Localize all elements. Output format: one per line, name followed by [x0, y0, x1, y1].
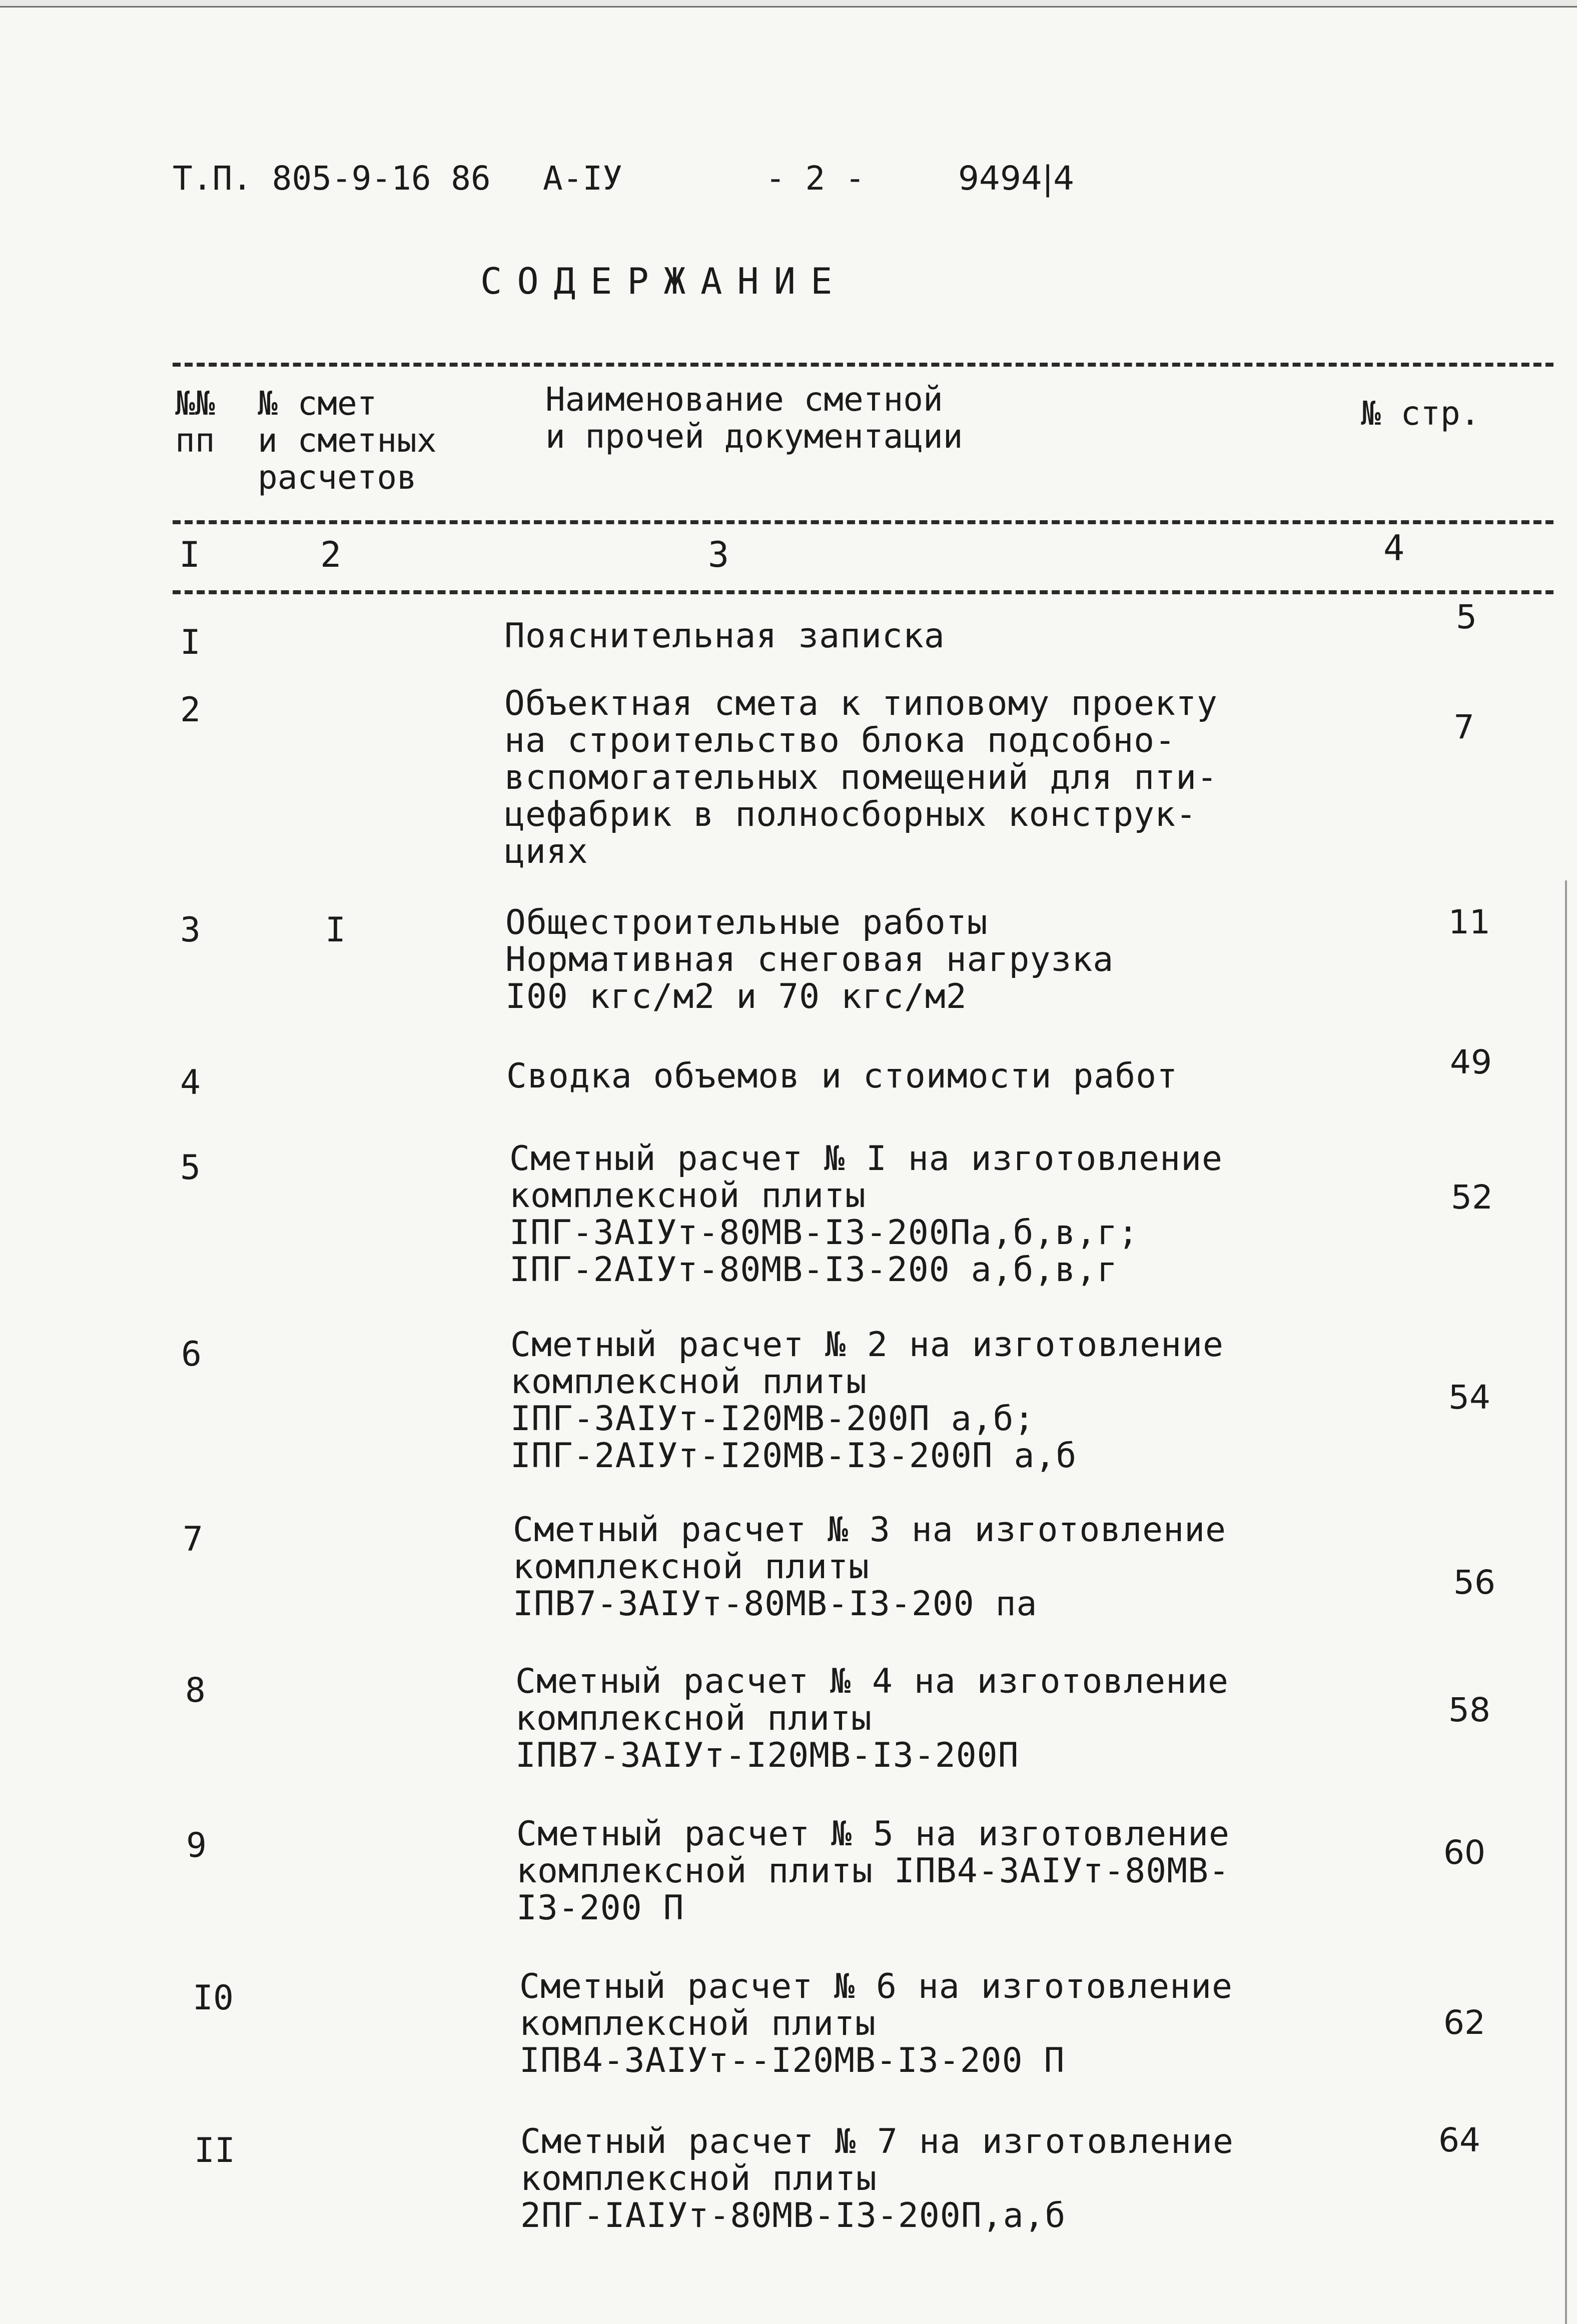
row-page: 52 — [1451, 1178, 1493, 1217]
column-number-1: I — [179, 534, 201, 575]
document-title: СОДЕРЖАНИЕ — [480, 260, 848, 302]
column-number-2: 2 — [320, 534, 342, 575]
column-number-4: 4 — [1383, 528, 1405, 569]
row-description: Сметный расчет № 7 на изготовление комплексной плиты 2ПГ-IАIУт-80МВ-I3-200П,а,б — [520, 2122, 1234, 2235]
column-header-name: Наименование сметной и прочей документации — [545, 380, 963, 456]
page-top-edge — [0, 0, 1577, 8]
row-number: 6 — [181, 1335, 202, 1374]
header-bottom-rule — [173, 590, 1553, 594]
row-number: 5 — [180, 1148, 201, 1188]
album-code: А-IУ — [543, 159, 622, 198]
row-number: 8 — [185, 1671, 206, 1710]
inventory-number: 9494|4 — [958, 159, 1075, 198]
row-description: Общестроительные работы Нормативная снеговая нагрузка I00 кгс/м2 и 70 кгс/м2 — [505, 903, 1114, 1016]
row-number: I0 — [193, 1978, 234, 2018]
column-header-estimate: № смет и сметных расчетов — [258, 384, 437, 497]
row-description: Пояснительная записка — [504, 616, 945, 656]
row-page: 5 — [1456, 598, 1477, 636]
row-description: Сметный расчет № I на изготовление комплексной плиты IПГ-3АIУт-80МВ-I3-200Па,б,в,г; IПГ-2АIУт-80МВ-I3-200 а,б,в,г — [509, 1139, 1223, 1290]
row-description: Сметный расчет № 3 на изготовление комплексной плиты IПВ7-3АIУт-80МВ-I3-200 па — [513, 1510, 1226, 1624]
row-description: Объектная смета к типовому проекту на строительство блока подсобно- вспомогательных помещений для пти- цефабрик в полносборных конструк- циях — [504, 684, 1218, 871]
column-header-number: №№ пп — [175, 384, 215, 460]
row-estimate-number: I — [325, 910, 346, 950]
row-description: Сметный расчет № 2 на изготовление комплексной плиты IПГ-3АIУт-I20МВ-200П а,б; IПГ-2АIУт-I20МВ-I3-200П а,б — [510, 1325, 1224, 1476]
page-right-edge — [1565, 880, 1567, 2324]
row-page: 62 — [1443, 2003, 1485, 2042]
row-number: 3 — [180, 910, 201, 950]
row-number: 7 — [183, 1520, 203, 1559]
row-number: II — [194, 2131, 235, 2170]
row-page: 60 — [1443, 1833, 1485, 1872]
row-page: 64 — [1438, 2121, 1480, 2159]
header-middle-rule — [173, 520, 1553, 524]
row-page: 54 — [1448, 1378, 1490, 1417]
column-number-3: 3 — [708, 534, 729, 575]
row-page: 7 — [1453, 708, 1474, 746]
row-page: 49 — [1450, 1043, 1492, 1081]
row-page: 56 — [1453, 1563, 1495, 1602]
row-description: Сводка объемов и стоимости работ — [506, 1056, 1178, 1096]
header-top-rule — [173, 363, 1553, 367]
row-number: 4 — [180, 1063, 201, 1102]
row-number: 2 — [180, 690, 201, 730]
column-header-page: № стр. — [1361, 394, 1480, 433]
row-description: Сметный расчет № 6 на изготовление комплексной плиты IПВ4-3АIУт--I20МВ-I3-200 П — [519, 1967, 1233, 2080]
row-page: 58 — [1448, 1691, 1490, 1729]
row-number: 9 — [186, 1826, 207, 1865]
project-code: Т.П. 805-9-16 86 — [173, 159, 491, 198]
row-number: I — [180, 623, 201, 662]
row-page: 11 — [1448, 903, 1490, 941]
page-number: - 2 - — [765, 159, 865, 198]
row-description: Сметный расчет № 5 на изготовление комплексной плиты IПВ4-3АIУт-80МВ- I3-200 П — [516, 1814, 1230, 1928]
row-description: Сметный расчет № 4 на изготовление комплексной плиты IПВ7-3АIУт-I20МВ-I3-200П — [515, 1662, 1229, 1775]
